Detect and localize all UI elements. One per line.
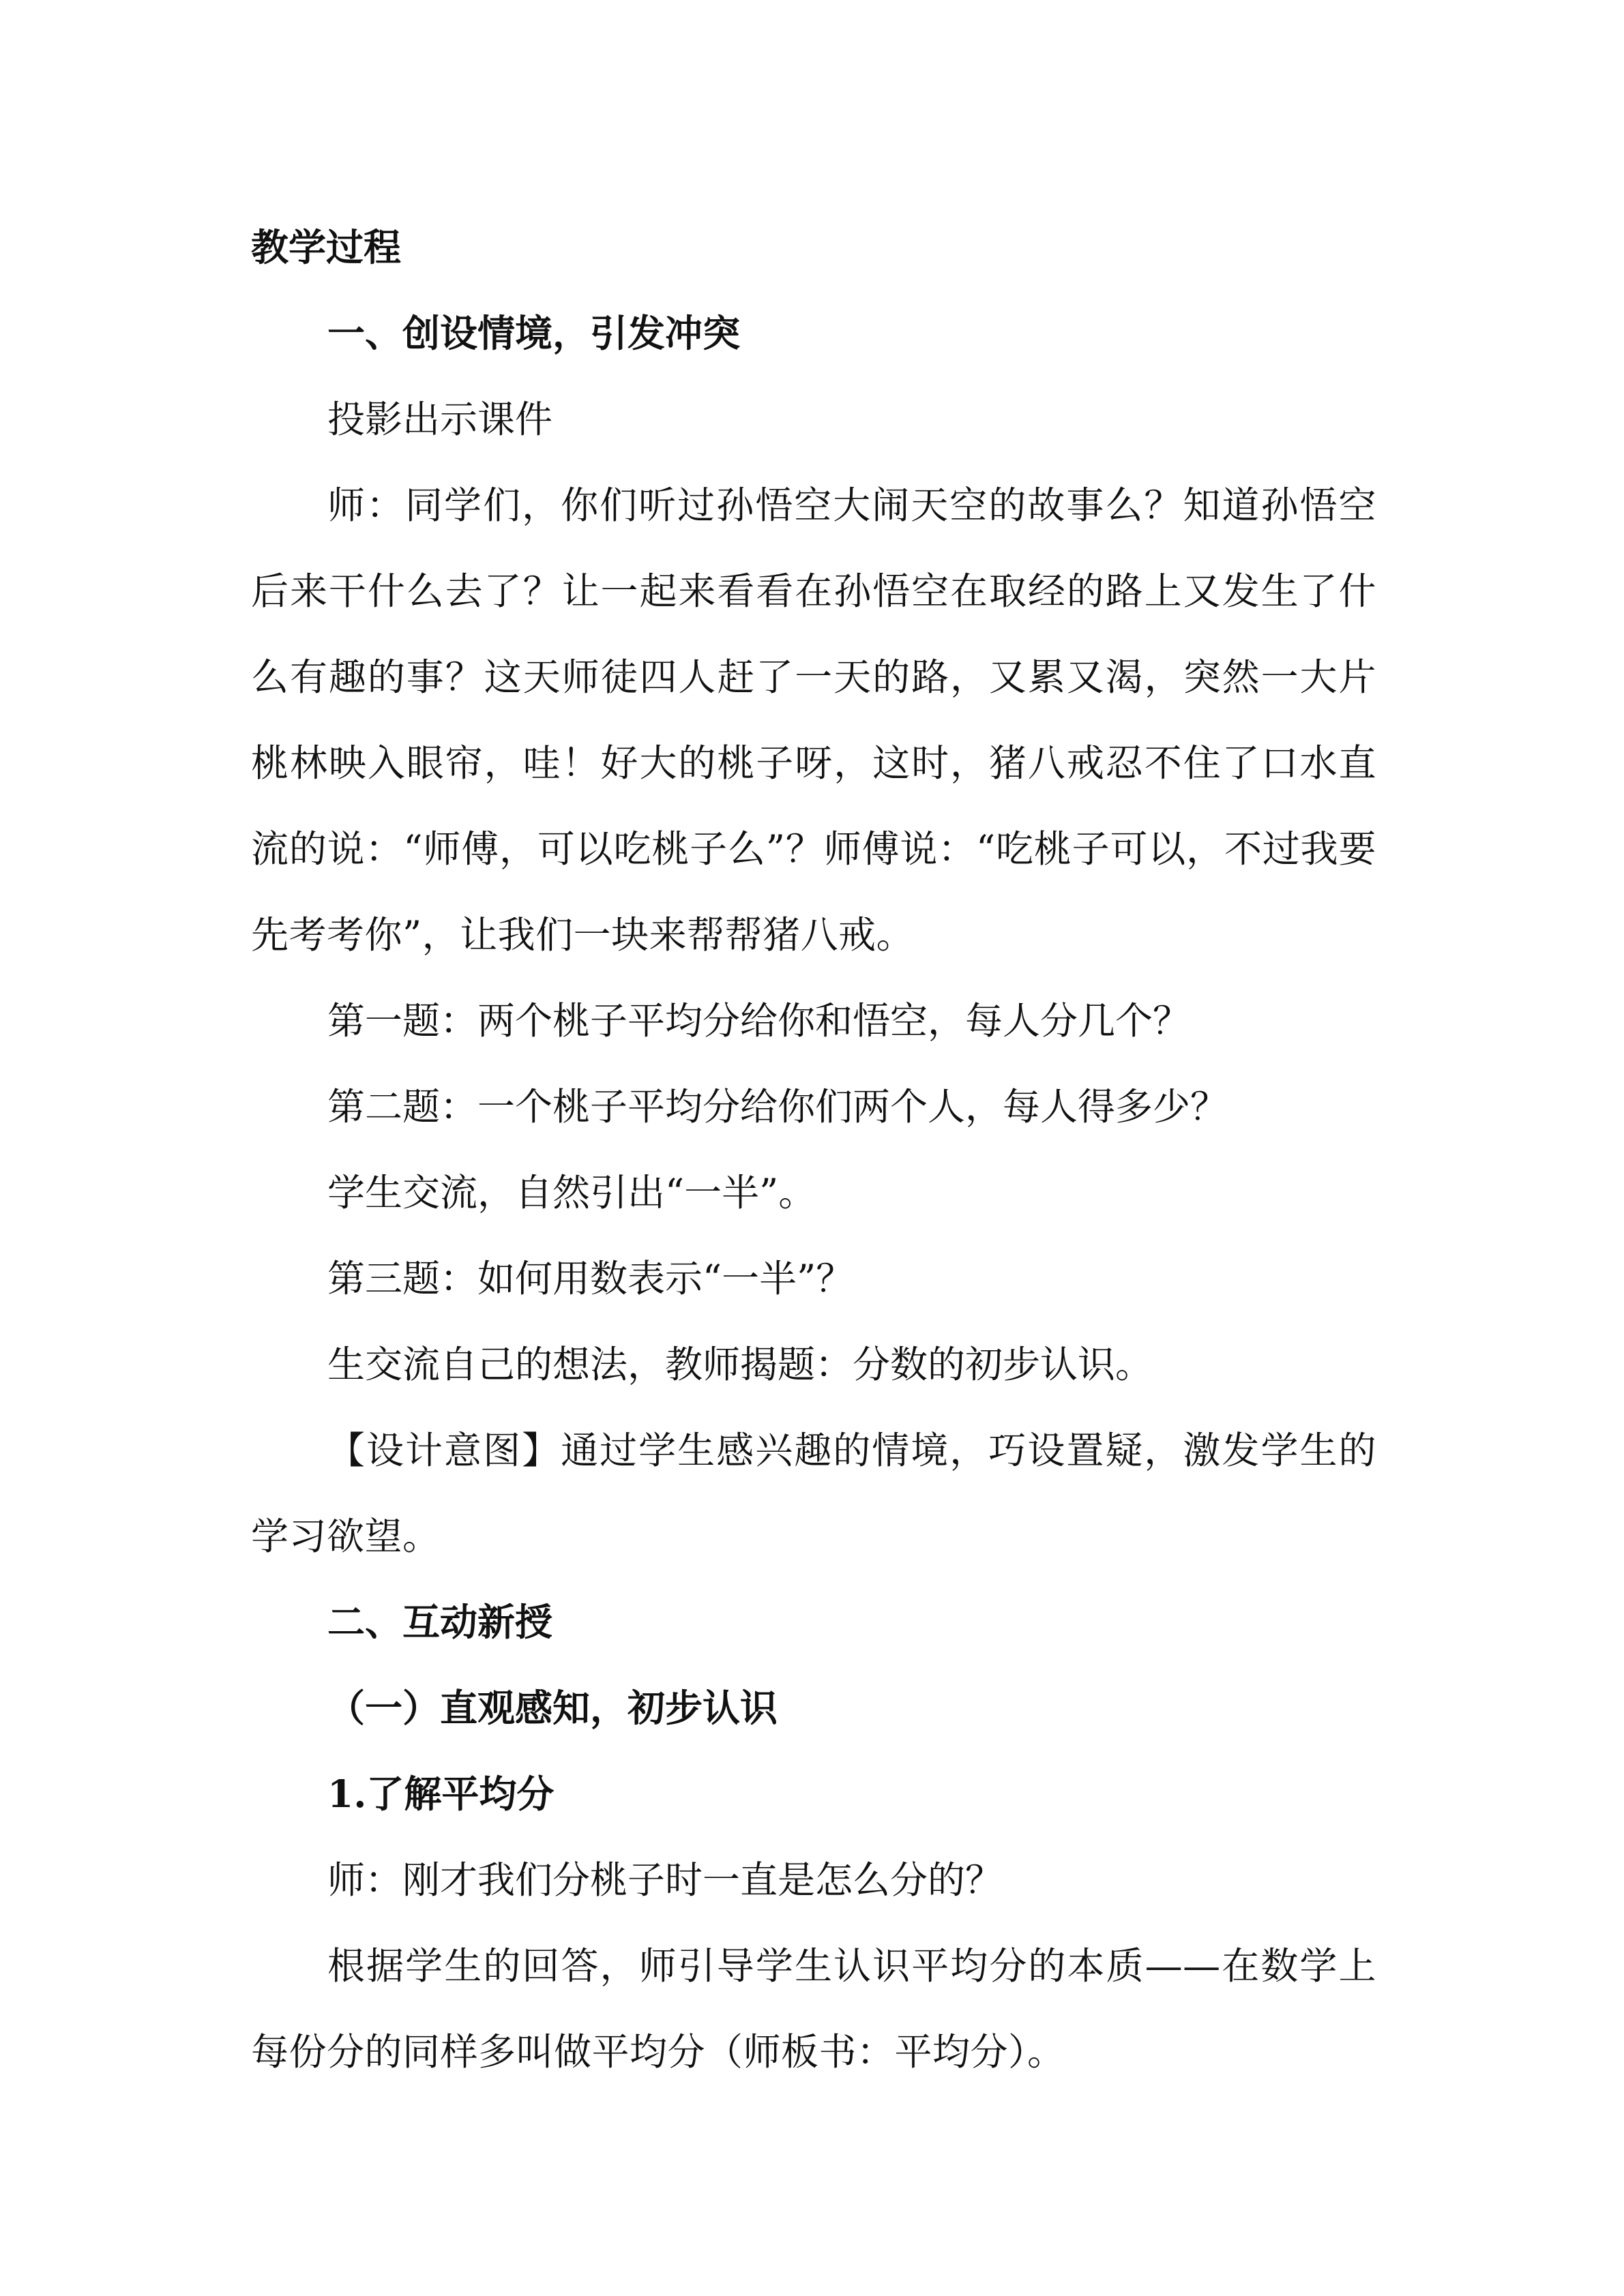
question-two: 第二题：一个桃子平均分给你们两个人，每人得多少？	[327, 1085, 1228, 1129]
question-three: 第三题：如何用数表示“一半”？	[327, 1257, 854, 1300]
section2-heading: 二、互动新授	[327, 1600, 553, 1644]
subsection-heading: （一）直观感知，初步认识	[327, 1686, 778, 1730]
reveal-topic: 生交流自己的想法，教师揭题：分数的初步认识。	[327, 1343, 1153, 1386]
item-heading: 1.了解平均分	[327, 1772, 555, 1816]
design-intent-paragraph: 【设计意图】通过学生感兴趣的情境，巧设置疑，激发学生的学习欲望。	[251, 1429, 1376, 1558]
teacher-story-paragraph: 师：同学们，你们听过孙悟空大闹天空的故事么？知道孙悟空后来干什么去了？让一起来看看在孙悟空在取经的路上又发生了什么有趣的事？这天师徒四人赶了一天的路，又累又渴，突然一大片桃林映入眼帘，哇！好大的桃子呀，这时，猪八戒忍不住了口水直流的说：“师傅，可以吃桃子么”？师傅说：“吃桃子可以，不过我要先考考你”，让我们一块来帮帮猪八戒。	[251, 483, 1376, 957]
explanation-paragraph: 根据学生的回答，师引导学生认识平均分的本质——在数学上每份分的同样多叫做平均分（师板书：平均分）。	[251, 1944, 1376, 2074]
document-page	[251, 205, 1376, 2095]
doc-title: 教学过程	[251, 225, 402, 269]
teacher-question: 师：刚才我们分桃子时一直是怎么分的？	[327, 1858, 1003, 1902]
student-exchange: 学生交流，自然引出“一半”。	[327, 1171, 816, 1214]
section1-heading: 一、创设情境，引发冲突	[327, 311, 741, 355]
question-one: 第一题：两个桃子平均分给你和悟空，每人分几个？	[327, 999, 1191, 1043]
projection-line: 投影出示课件	[327, 398, 553, 441]
